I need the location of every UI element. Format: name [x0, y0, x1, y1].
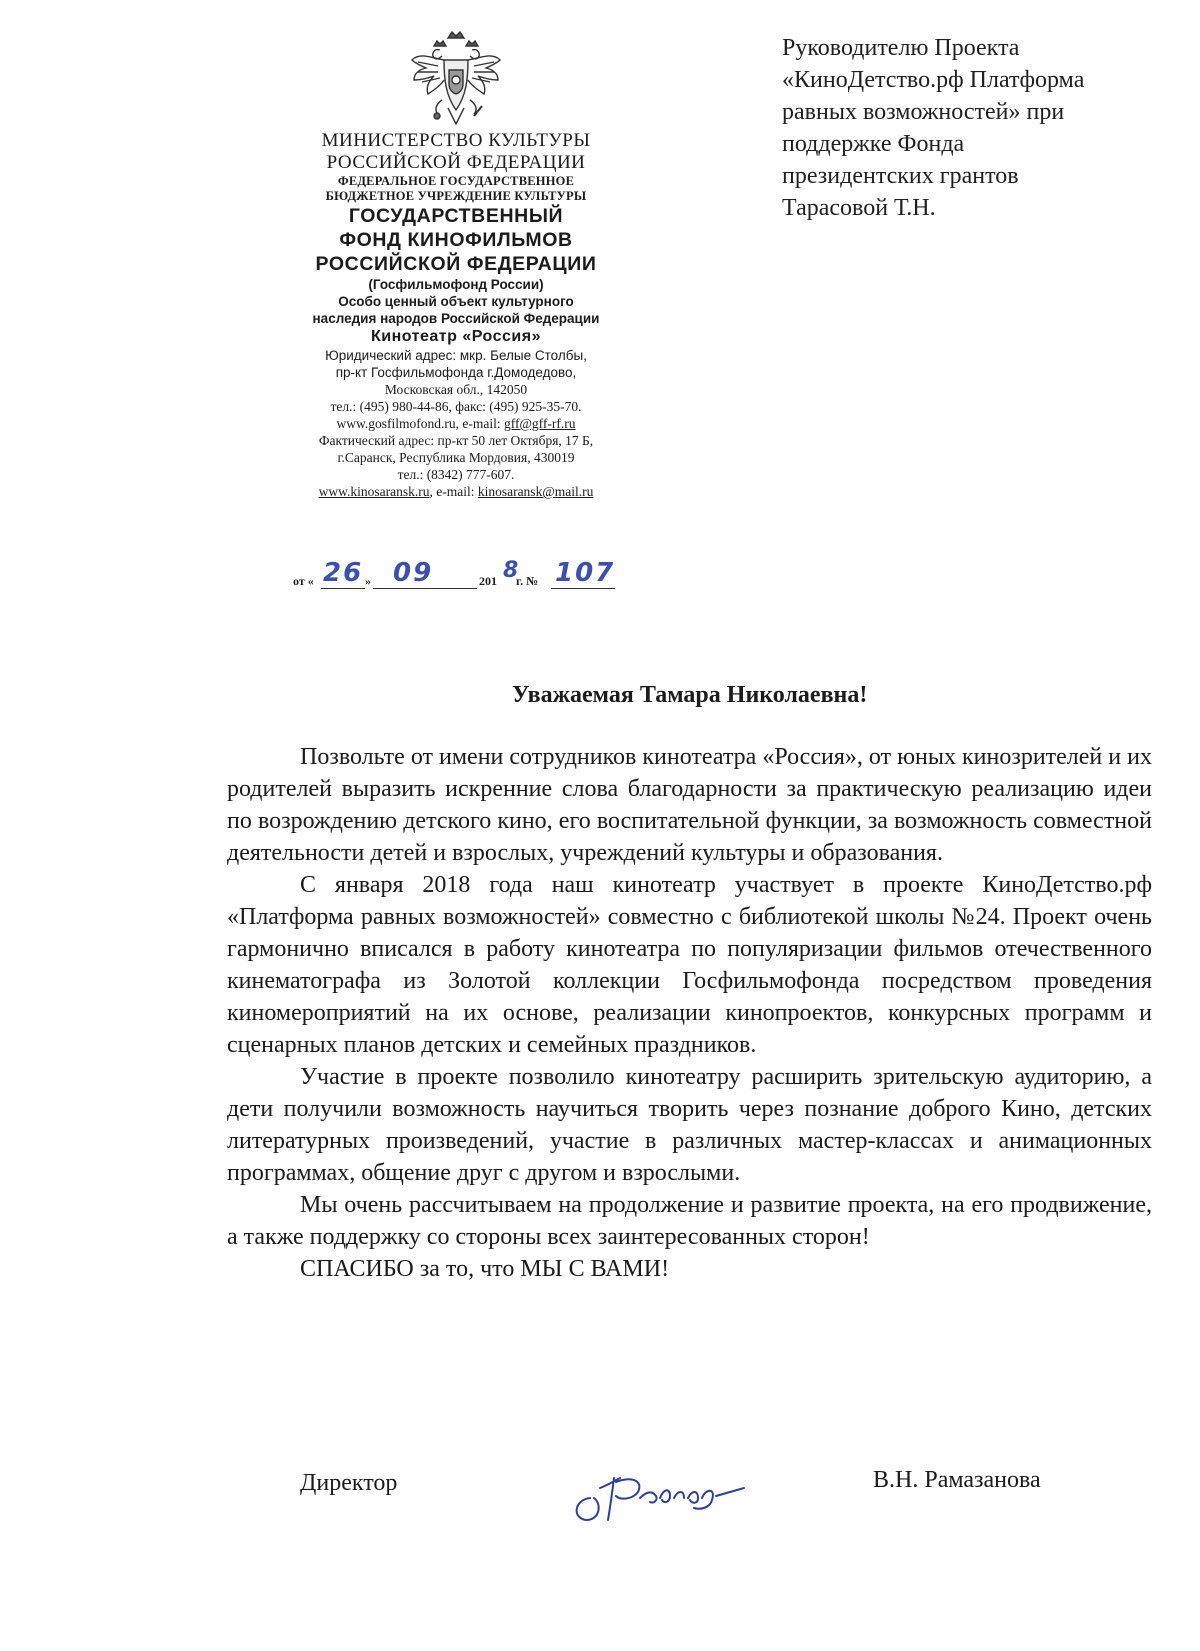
body-paragraph: Мы очень рассчитываем на продолжение и развитие проекта, на его продвижение, а также поддержку со стороны всех заинтересованных сторон! [227, 1192, 1152, 1250]
letterhead-organization [246, 130, 666, 500]
web-separator-1: , e-mail: [455, 416, 504, 431]
letter-body [227, 741, 1152, 1285]
web-separator-2: , e-mail: [429, 484, 478, 499]
contact-phone-2: тел.: (8342) 777-607. [397, 467, 515, 482]
date-year-digit-handwritten: 8 [503, 558, 521, 583]
month-underline [373, 588, 477, 589]
date-number-line [293, 558, 653, 592]
heritage-status-line1: Особо ценный объект культурного [338, 294, 574, 309]
contact-web-1 [246, 415, 666, 432]
addressee-line: президентских грантов [782, 163, 1019, 189]
letter-number-handwritten: 107 [555, 558, 616, 588]
actual-address-line2: г.Саранск, Республика Мордовия, 430019 [337, 450, 575, 465]
body-paragraph: Участие в проекте позволило кинотеатру расширить зрительскую аудиторию, а дети получили возможность научиться творить через познание доброго Кино, детских литературных произведений, участие в различных мастер-классах и анимационных программах, общение друг с другом и взрослыми. [227, 1064, 1152, 1186]
fund-name-line2: ФОНД КИНОФИЛЬМОВ [339, 229, 573, 251]
body-paragraph-closing: СПАСИБО за то, что МЫ С ВАМИ! [300, 1256, 670, 1282]
addressee-block [782, 32, 1162, 224]
legal-address-line3: Московская обл., 142050 [384, 382, 528, 397]
addressee-line: Тарасовой Т.Н. [782, 195, 936, 221]
body-paragraph: Позвольте от имени сотрудников кинотеатра «Россия», от юных кинозрителей и их родителей выразить искренние слова благодарности за практическую реализацию идеи по возрождению детского кино, его воспитательной функции, за возможность совместной деятельности детей и взрослых, учреждений культуры и образования. [227, 744, 1152, 866]
date-from-label: от « [293, 574, 314, 588]
institution-type-line2: БЮДЖЕТНОЕ УЧРЕЖДЕНИЕ КУЛЬТУРЫ [325, 189, 587, 203]
actual-address-line1: Фактический адрес: пр-кт 50 лет Октября, 17 Б, [318, 433, 594, 448]
date-year-suffix: г. № [516, 574, 539, 588]
fund-short-name: (Госфильмофонд России) [368, 277, 544, 292]
handwritten-signature [560, 1458, 760, 1528]
ministry-name-line1: МИНИСТЕРСТВО КУЛЬТУРЫ [321, 130, 591, 151]
fund-name-line3: РОССИЙСКОЙ ФЕДЕРАЦИИ [315, 253, 597, 275]
heritage-status-line2: наследия народов Российской Федерации [312, 311, 600, 326]
date-close-quote: » [365, 574, 371, 588]
date-month-handwritten: 09 [393, 558, 434, 588]
signatory-name: В.Н. Рамазанова [873, 1467, 1041, 1493]
date-year-prefix: 201 [479, 574, 497, 588]
number-underline [551, 588, 615, 589]
addressee-line: равных возможностей» при [782, 99, 1065, 125]
email-link-1[interactable]: gff@gff-rf.ru [503, 416, 576, 431]
addressee-line: Руководителю Проекта [782, 35, 1020, 61]
date-day-handwritten: 26 [323, 558, 364, 588]
cinema-name: Кинотеатр «Россия» [371, 328, 541, 345]
addressee-line: «КиноДетство.рф Платформа [782, 67, 1085, 93]
salutation: Уважаемая Тамара Николаевна! [512, 682, 868, 708]
contact-web-2 [246, 483, 666, 500]
institution-type-line1: ФЕДЕРАЛЬНОЕ ГОСУДАРСТВЕННОЕ [337, 174, 575, 188]
website-link-1[interactable]: www.gosfilmofond.ru [336, 416, 456, 431]
fund-name-line1: ГОСУДАРСТВЕННЫЙ [348, 205, 564, 227]
double-headed-eagle-emblem-icon [404, 30, 508, 130]
signatory-title: Директор [300, 1470, 398, 1496]
body-paragraph: С января 2018 года наш кинотеатр участвует в проекте КиноДетство.рф «Платформа равных возможностей» совместно с библиотекой школы №24. Проект очень гармонично вписался в работу кинотеатра по популяризации фильмов отечественного кинематографа из Золотой коллекции Госфильмофонда посредством проведения киномероприятий на их основе, реализации кинопроектов, конкурсных программ и сценарных планов детских и семейных праздников. [227, 872, 1152, 1058]
day-underline [321, 588, 365, 589]
contact-phone-1: тел.: (495) 980-44-86, факс: (495) 925-35-70. [330, 399, 582, 414]
addressee-line: поддержке Фонда [782, 131, 965, 157]
legal-address-line1: Юридический адрес: мкр. Белые Столбы, [325, 348, 587, 363]
email-link-2[interactable]: kinosaransk@mail.ru [477, 484, 594, 499]
legal-address-line2: пр-кт Госфильмофонда г.Домодедово, [335, 365, 577, 380]
ministry-name-line2: РОССИЙСКОЙ ФЕДЕРАЦИИ [326, 152, 586, 173]
website-link-2[interactable]: www.kinosaransk.ru [318, 484, 430, 499]
